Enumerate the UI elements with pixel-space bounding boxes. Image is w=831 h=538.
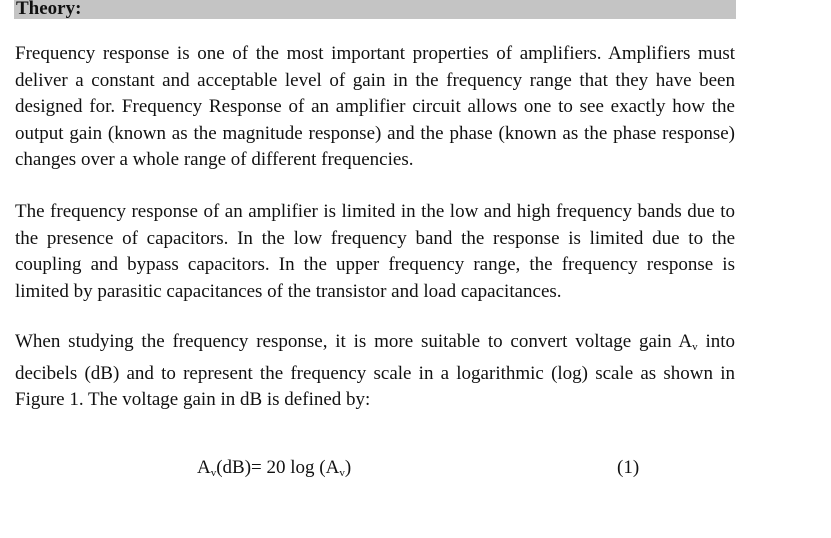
paragraph-text-before: When studying the frequency response, it is more suitable to convert voltage gain A: [15, 331, 693, 352]
paragraph-frequency-response: Frequency response is one of the most important properties of amplifiers. Amplifiers must deliver a constant and acceptable level of gain in the frequency range that they have been designed for. Frequency Response of an amplifier circuit allows one to see exactly how the output gain (known as the magnitude response) and the phase (known as the phase response) changes over a whole range of different frequencies.: [15, 43, 735, 170]
section-heading-bar: [14, 0, 736, 19]
gain-db-equation: [197, 455, 351, 486]
equation-number: (1): [617, 457, 640, 478]
section-heading: Theory:: [16, 0, 82, 19]
equation-body: (dB)= 20 log (A: [216, 457, 340, 478]
paragraph-decibel-conversion: [15, 329, 735, 414]
paragraph-text-after: into decibels (dB) and to represent the frequency scale in a logarithmic (log) scale as shown in Figure 1. The voltage gain in dB is defined by:: [15, 331, 736, 410]
voltage-gain-subscript: v: [692, 341, 698, 353]
equation-lhs-symbol: A: [197, 457, 211, 478]
paragraph-frequency-limits: The frequency response of an amplifier is limited in the low and high frequency bands due to the presence of capacitors. In the low frequency band the response is limited due to the coupling and bypass capacitors. In the upper frequency range, the frequency response is limited by parasitic capacitances of the transistor and load capacitances.: [15, 201, 735, 302]
equation-lhs-subscript: v: [210, 467, 217, 479]
equation-arg-subscript: v: [339, 467, 345, 479]
equation-close: ): [344, 457, 352, 478]
